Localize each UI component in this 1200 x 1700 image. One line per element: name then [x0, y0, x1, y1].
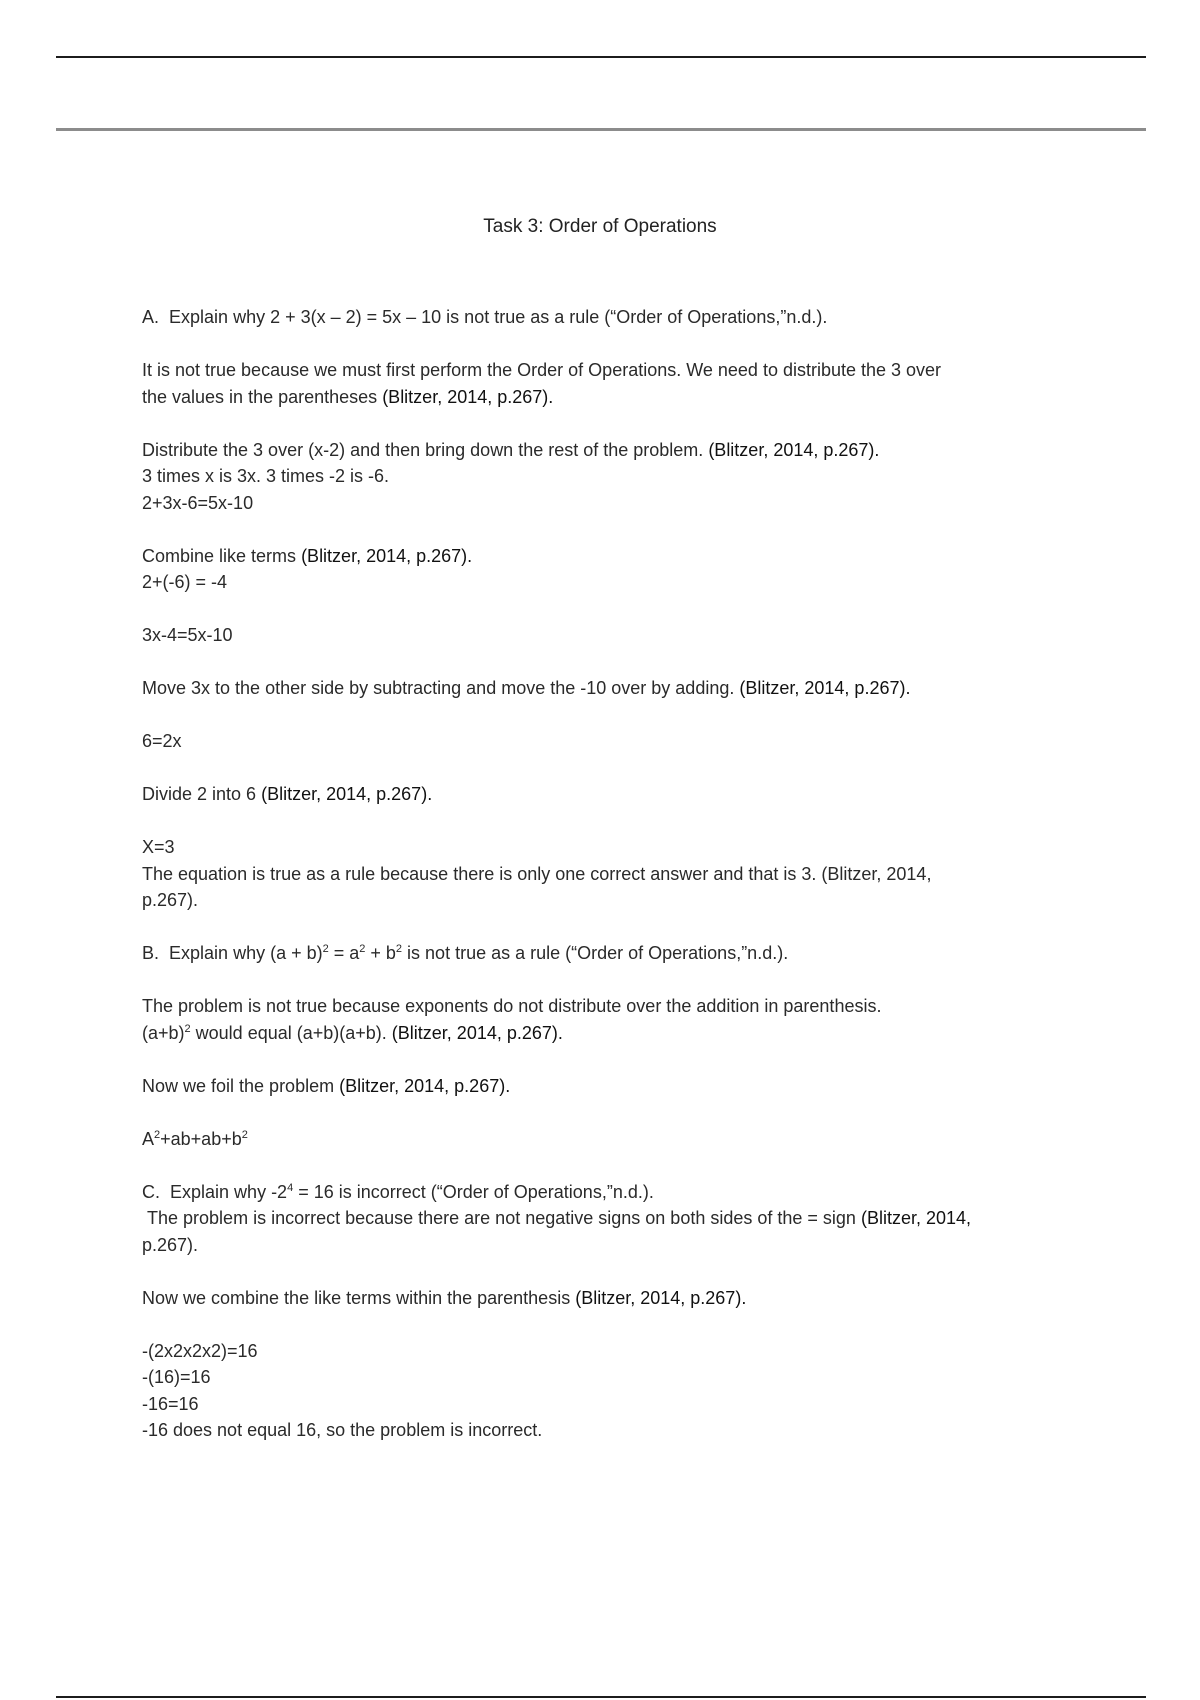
question-c	[142, 1179, 1042, 1206]
paragraph-c1-line2: p.267).	[142, 1234, 199, 1255]
paragraph-a8-line2: The equation is true as a rule because there is only one correct answer and that is 3. (Blitzer, 2014,	[142, 863, 932, 884]
conclusion-c: -16 does not equal 16, so the problem is incorrect.	[142, 1420, 543, 1440]
paragraph-b1-post: would equal (a+b)(a+b).	[190, 1022, 387, 1043]
question-b-text-mid2: + b	[365, 943, 396, 963]
paragraph-c2	[142, 1285, 1042, 1312]
citation: (Blitzer, 2014, p.267).	[708, 439, 880, 460]
citation: (Blitzer, 2014, p.267).	[339, 1075, 511, 1096]
question-c-label: C.	[142, 1181, 160, 1202]
paragraph-a8-line3: p.267).	[142, 890, 199, 910]
footer-rule	[56, 1696, 1146, 1698]
paragraph-a7	[142, 781, 1042, 808]
question-a-label: A.	[142, 307, 160, 327]
paragraph-c2-text: Now we combine the like terms within the parenthesis	[142, 1287, 571, 1308]
question-b-text-post: is not true as a rule (“Order of Operations,”n.d.).	[402, 943, 789, 963]
document-title: Task 3: Order of Operations	[483, 216, 717, 237]
question-c-text-pre: Explain why -2	[170, 1181, 288, 1202]
question-b-text-mid1: = a	[328, 943, 360, 963]
foil-mid: +ab+ab+b	[160, 1128, 242, 1149]
equation-a-distributed: 2+3x-6=5x-10	[142, 492, 254, 513]
citation: (Blitzer, 2014, p.267).	[382, 386, 554, 407]
citation: (Blitzer, 2014, p.267).	[261, 784, 433, 804]
paragraph-a2-line1	[142, 437, 1042, 464]
citation: (Blitzer, 2014, p.267).	[739, 678, 911, 698]
header-rule-top	[56, 56, 1146, 58]
equation-a-simplified: 3x-4=5x-10	[142, 625, 233, 645]
paragraph-a1-line1: It is not true because we must first perform the Order of Operations. We need to distribute the 3 over	[142, 360, 942, 380]
citation: (Blitzer, 2014,	[860, 1208, 972, 1228]
exponent: 2	[184, 1022, 191, 1035]
equation-a-moved: 6=2x	[142, 731, 182, 751]
paragraph-a3-line1	[142, 543, 1042, 570]
paragraph-a3-text: Combine like terms	[142, 545, 297, 566]
citation: (Blitzer, 2014, p.267).	[575, 1287, 747, 1308]
equation-a-result: X=3	[142, 837, 175, 857]
equation-c-step1: -(2x2x2x2)=16	[142, 1340, 258, 1361]
paragraph-a7-text: Divide 2 into 6	[142, 784, 257, 804]
question-a-text: Explain why 2 + 3(x – 2) = 5x – 10 is not true as a rule (“Order of Operations,”n.d.).	[169, 307, 828, 327]
exponent: 2	[359, 943, 366, 955]
exponent: 2	[322, 943, 329, 955]
question-b-text-pre: Explain why (a + b)	[169, 943, 323, 963]
paragraph-a5-text: Move 3x to the other side by subtracting and move the -10 over by adding.	[142, 678, 735, 698]
question-b	[142, 940, 1042, 967]
equation-a-combine: 2+(-6) = -4	[142, 572, 228, 592]
equation-c-step3: -16=16	[142, 1393, 199, 1414]
paragraph-b2-text: Now we foil the problem	[142, 1075, 335, 1096]
paragraph-a2-text: Distribute the 3 over (x-2) and then bring down the rest of the problem.	[142, 439, 704, 460]
paragraph-a5	[142, 675, 1042, 702]
paragraph-b1-line2	[142, 1020, 1042, 1047]
exponent: 2	[241, 1128, 248, 1141]
exponent: 2	[395, 943, 403, 955]
question-c-text-post: = 16 is incorrect (“Order of Operations,”n.d.).	[293, 1181, 654, 1202]
paragraph-a1-text: the values in the parentheses	[142, 386, 378, 407]
document-body	[142, 304, 1042, 1444]
header-rule-second	[56, 128, 1146, 131]
citation: (Blitzer, 2014, p.267).	[391, 1022, 563, 1043]
paragraph-a1-line2	[142, 384, 1042, 411]
citation: (Blitzer, 2014, p.267).	[301, 545, 473, 566]
question-b-label: B.	[142, 943, 160, 963]
paragraph-b1-line1: The problem is not true because exponents do not distribute over the addition in parenthesis.	[142, 996, 882, 1016]
equation-b-foil	[142, 1126, 1042, 1153]
question-a	[142, 304, 1042, 331]
paragraph-c1-line1	[142, 1205, 1042, 1232]
paragraph-a2-line2: 3 times x is 3x. 3 times -2 is -6.	[142, 466, 390, 486]
paragraph-b2	[142, 1073, 1042, 1100]
foil-pre: A	[142, 1128, 155, 1149]
equation-c-step2: -(16)=16	[142, 1367, 211, 1387]
exponent: 4	[287, 1181, 294, 1194]
paragraph-b1-pre: (a+b)	[142, 1022, 185, 1043]
exponent: 2	[154, 1128, 161, 1141]
paragraph-c1-text: The problem is incorrect because there are not negative signs on both sides of the = sign	[147, 1208, 856, 1228]
